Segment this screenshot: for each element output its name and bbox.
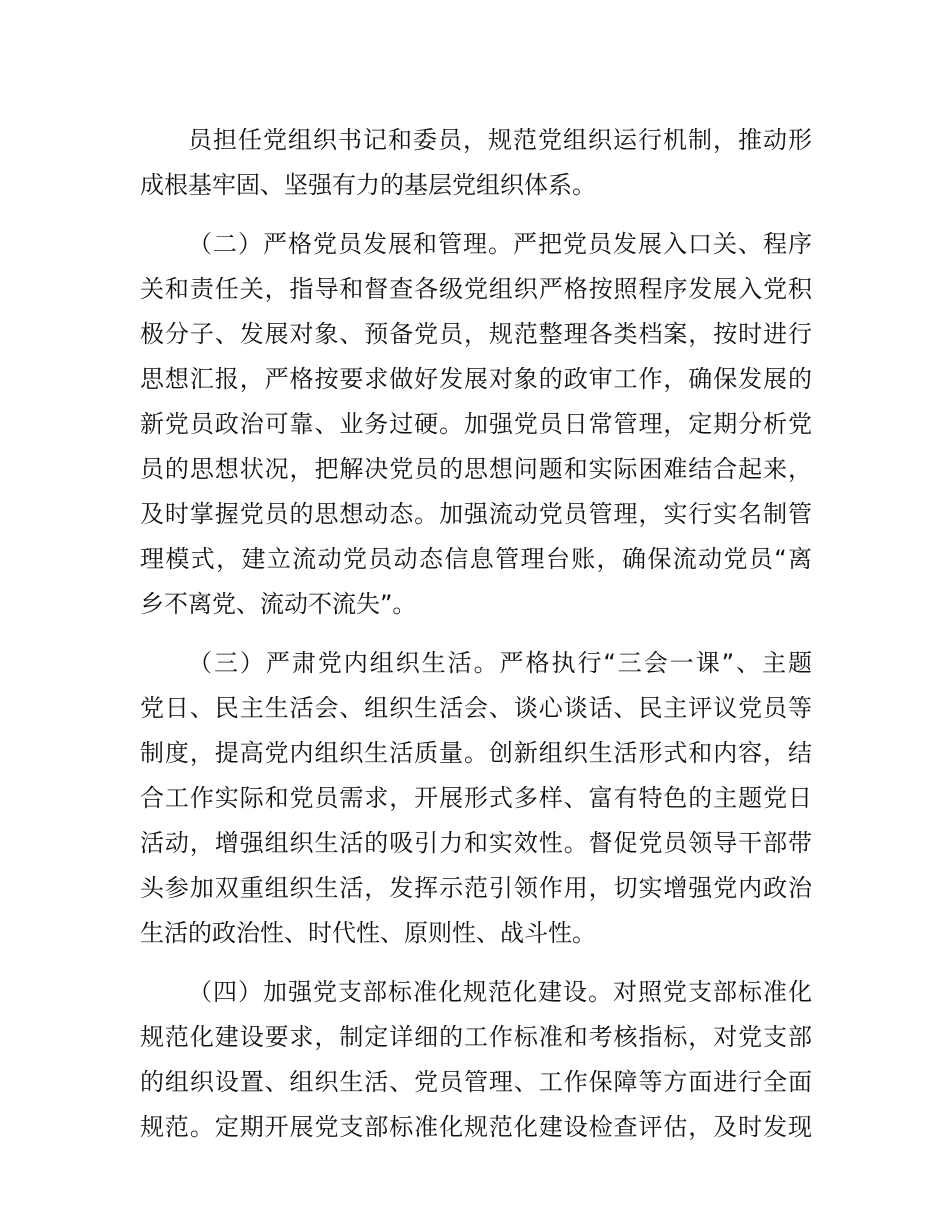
paragraph-continuation	[140, 118, 812, 208]
document-page	[140, 118, 812, 1164]
paragraph-section-3	[140, 641, 812, 956]
text-line: 新党员政治可靠、业务过硬。加强党员日常管理，定期分析党	[140, 410, 812, 438]
text-line: 头参加双重组织生活，发挥示范引领作用，切实增强党内政治	[140, 874, 812, 902]
text-line: 生活的政治性、时代性、原则性、战斗性。	[140, 919, 596, 947]
text-line: 理模式，建立流动党员动态信息管理台账，确保流动党员“离	[140, 545, 812, 573]
paragraph-section-4	[140, 970, 812, 1150]
text-line: 制度，提高党内组织生活质量。创新组织生活形式和内容，结	[140, 739, 812, 767]
text-line: 规范。定期开展党支部标准化规范化建设检查评估，及时发现	[140, 1113, 812, 1141]
section-heading-line: （四）加强党支部标准化规范化建设。对照党支部标准化	[188, 978, 812, 1006]
text-line: 员的思想状况，把解决党员的思想问题和实际困难结合起来，	[140, 455, 812, 483]
text-line: 成根基牢固、坚强有力的基层党组织体系。	[140, 171, 596, 199]
section-heading-line: （二）严格党员发展和管理。严把党员发展入口关、程序	[188, 230, 812, 258]
text-line: 党日、民主生活会、组织生活会、谈心谈话、民主评议党员等	[140, 694, 812, 722]
text-line: 乡不离党、流动不流失”。	[140, 590, 417, 618]
section-heading-line: （三）严肃党内组织生活。严格执行“三会一课”、主题	[188, 649, 812, 677]
text-line: 极分子、发展对象、预备党员，规范整理各类档案，按时进行	[140, 320, 812, 348]
text-line: 规范化建设要求，制定详细的工作标准和考核指标，对党支部	[140, 1023, 812, 1051]
text-line: 及时掌握党员的思想动态。加强流动党员管理，实行实名制管	[140, 500, 812, 528]
text-line: 的组织设置、组织生活、党员管理、工作保障等方面进行全面	[140, 1068, 812, 1096]
text-line: 思想汇报，严格按要求做好发展对象的政审工作，确保发展的	[140, 365, 812, 393]
text-line: 关和责任关，指导和督查各级党组织严格按照程序发展入党积	[140, 275, 812, 303]
paragraph-section-2	[140, 222, 812, 627]
text-line: 活动，增强组织生活的吸引力和实效性。督促党员领导干部带	[140, 829, 812, 857]
text-line: 合工作实际和党员需求，开展形式多样、富有特色的主题党日	[140, 784, 812, 812]
text-line: 员担任党组织书记和委员，规范党组织运行机制，推动形	[188, 126, 812, 154]
